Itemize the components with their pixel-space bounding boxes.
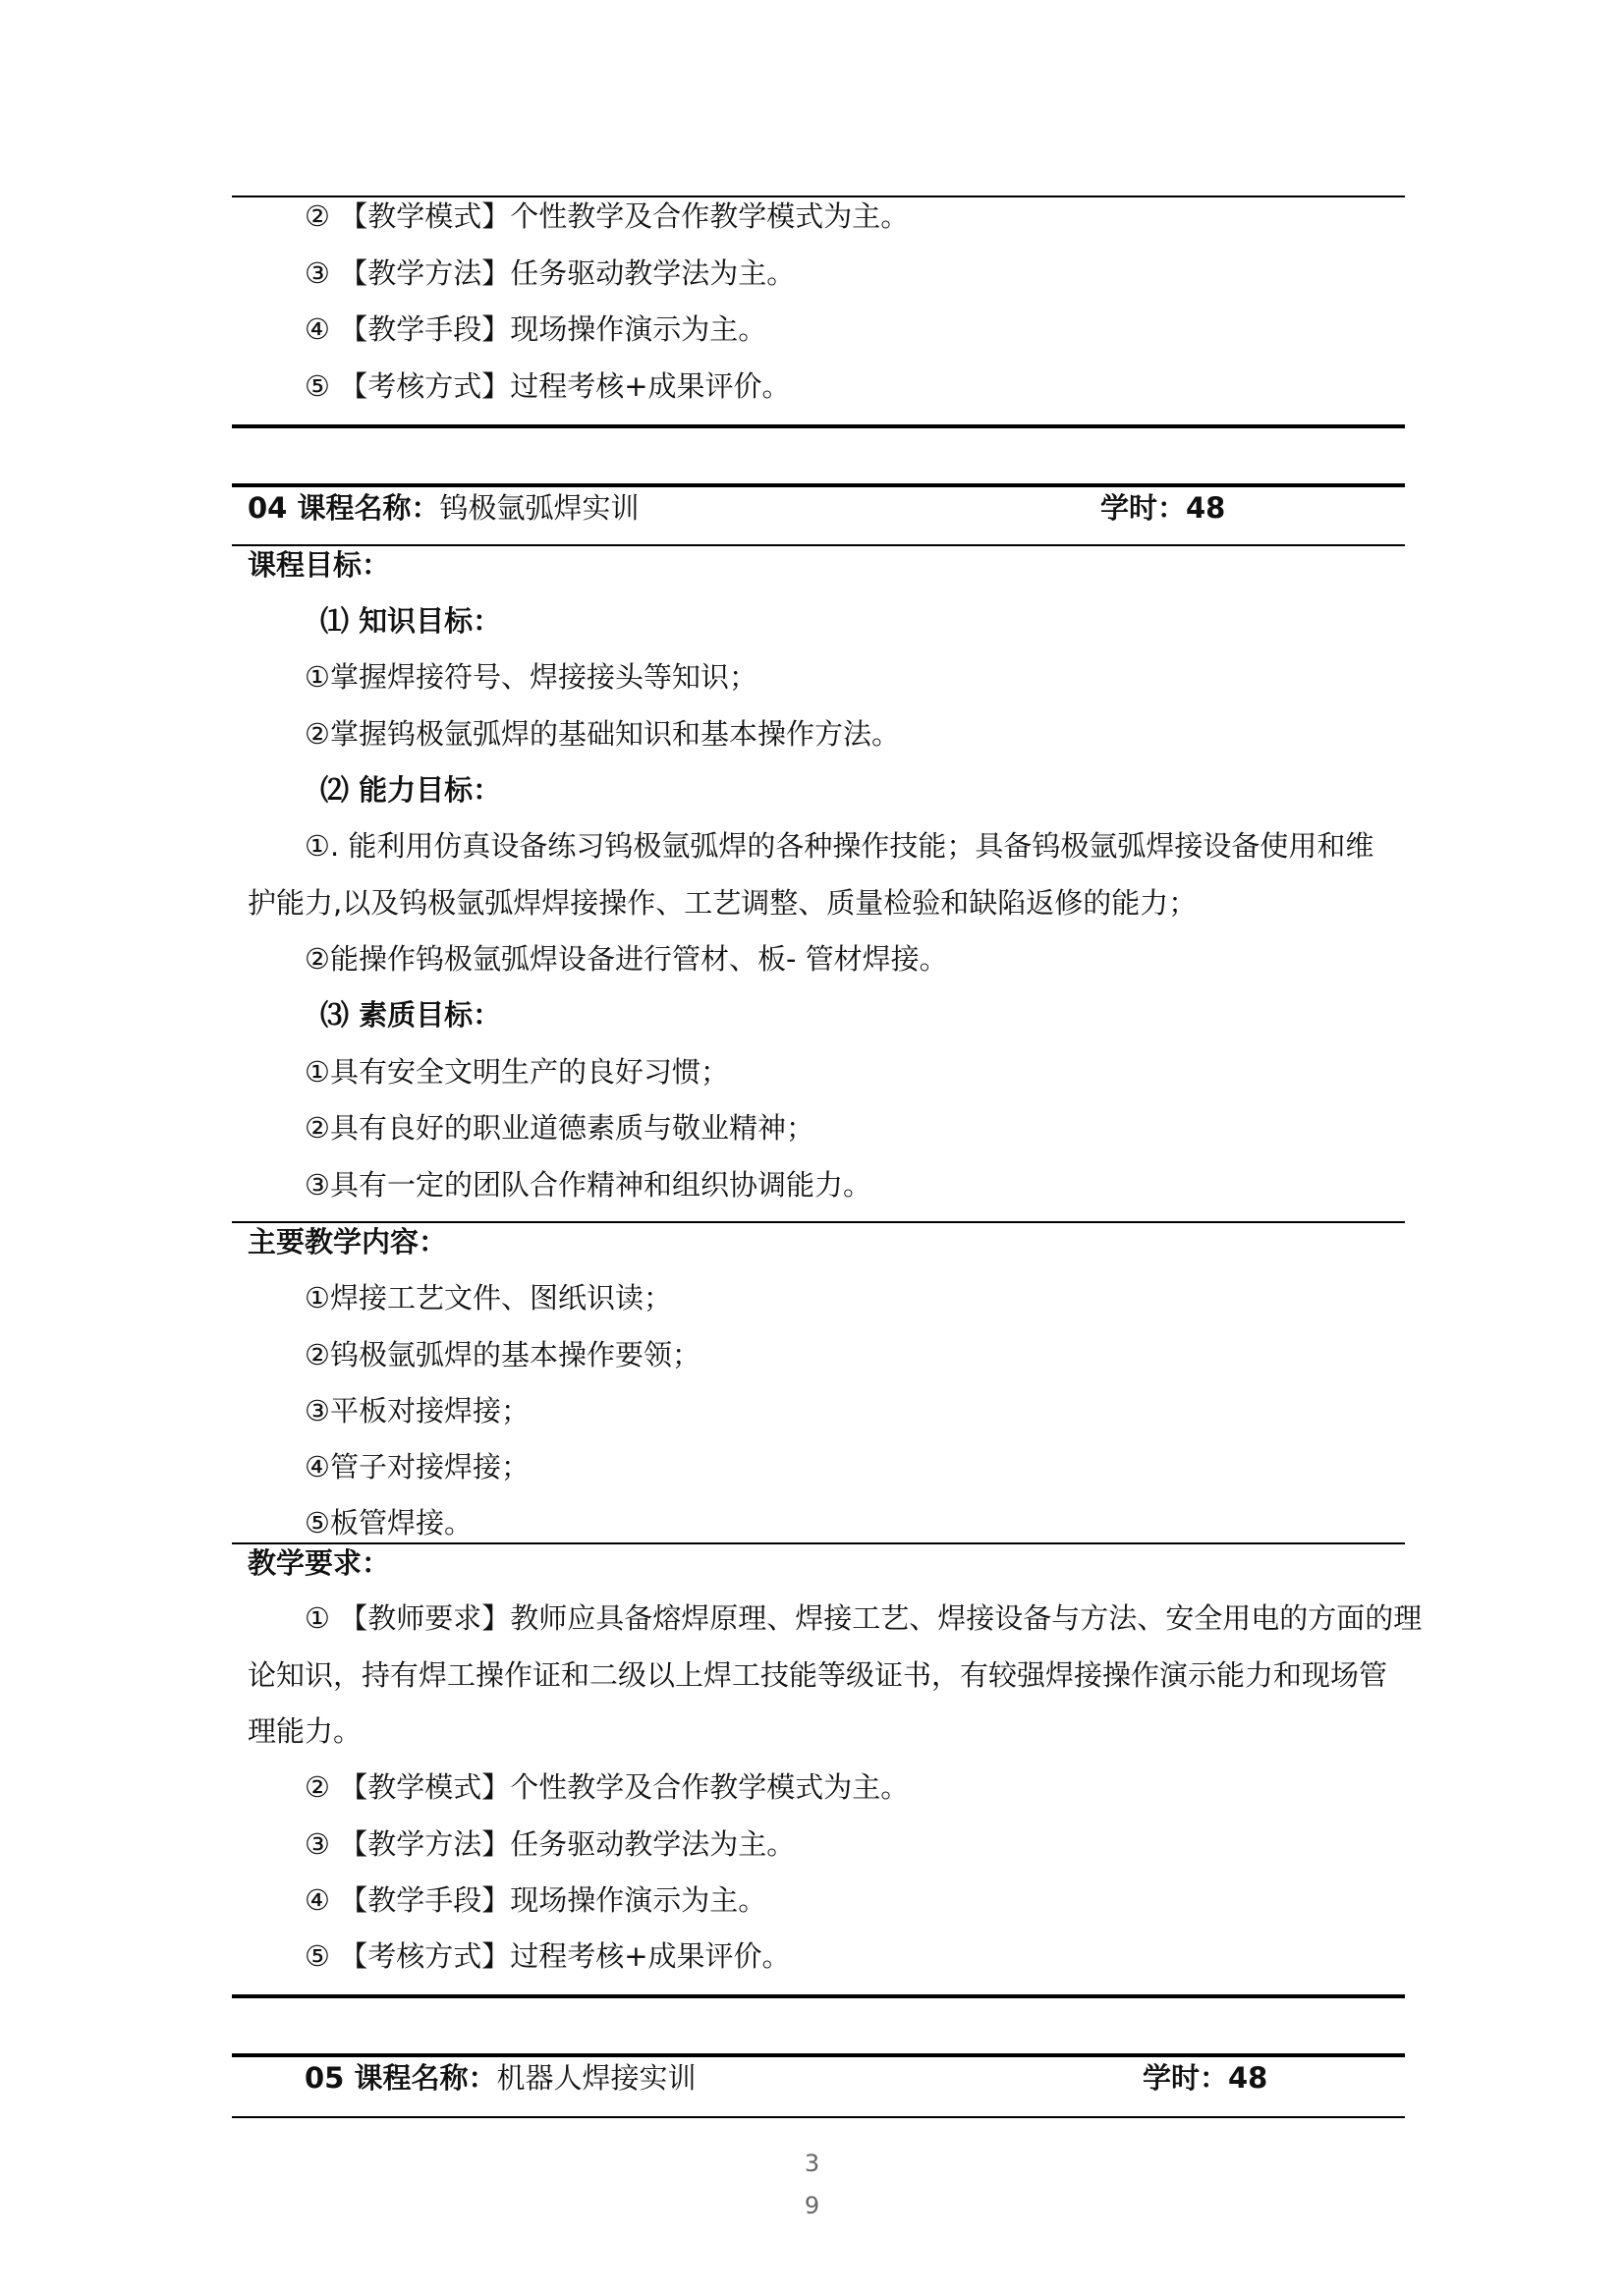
ability-heading: ⑵ 能力目标： <box>320 773 502 807</box>
course-code-label: 05 课程名称： <box>305 2061 497 2095</box>
quality-heading: ⑶ 素质目标： <box>320 998 502 1032</box>
requirements-rule <box>232 1542 1405 1544</box>
list-item: ①焊接工艺文件、图纸识读； <box>305 1281 672 1315</box>
course-header-04 <box>248 488 639 528</box>
page-number-line2: 9 <box>804 2192 820 2219</box>
list-item: ④管子对接焊接； <box>305 1450 530 1484</box>
list-item: ③ 【教学方法】任务驱动教学法为主。 <box>305 1827 796 1861</box>
list-item: ①掌握焊接符号、焊接接头等知识； <box>305 660 757 694</box>
list-item: ②掌握钨极氩弧焊的基础知识和基本操作方法。 <box>305 717 900 751</box>
list-item: ⑤ 【考核方式】过程考核+成果评价。 <box>305 1939 791 1973</box>
goals-heading: 课程目标： <box>248 548 391 582</box>
requirements-paragraph-cont: 理能力。 <box>248 1714 363 1748</box>
content-heading: 主要教学内容： <box>248 1225 448 1259</box>
list-item: ③具有一定的团队合作精神和组织协调能力。 <box>305 1168 871 1202</box>
list-item: ⑤ 【考核方式】过程考核+成果评价。 <box>305 369 791 403</box>
knowledge-heading: ⑴ 知识目标： <box>320 604 502 638</box>
list-item: ② 【教学模式】个性教学及合作教学模式为主。 <box>305 199 910 233</box>
list-item: ④ 【教学手段】现场操作演示为主。 <box>305 1883 767 1917</box>
course-name: 钨极氩弧焊实训 <box>439 491 640 525</box>
requirements-paragraph-cont: 论知识，持有焊工操作证和二级以上焊工技能等级证书，有较强焊接操作演示能力和现场管 <box>248 1658 1388 1692</box>
course-hours: 学时：48 <box>1100 491 1226 525</box>
course-header-bottom-rule <box>232 544 1405 546</box>
list-item: ④ 【教学手段】现场操作演示为主。 <box>305 312 767 346</box>
list-item: ②具有良好的职业道德素质与敬业精神； <box>305 1111 814 1145</box>
requirements-heading: 教学要求： <box>248 1546 391 1580</box>
list-item: ①具有安全文明生产的良好习惯； <box>305 1055 729 1089</box>
list-item: ③ 【教学方法】任务驱动教学法为主。 <box>305 256 796 290</box>
course-header-top-rule <box>232 483 1405 487</box>
list-item: ③平板对接焊接； <box>305 1394 530 1428</box>
requirements-paragraph: ① 【教师要求】教师应具备熔焊原理、焊接工艺、焊接设备与方法、安全用电的方面的理 <box>305 1601 1423 1635</box>
list-item: ②钨极氩弧焊的基本操作要领； <box>305 1338 700 1372</box>
course-header-top-rule <box>232 2053 1405 2057</box>
list-item: ②能操作钨极氩弧焊设备进行管材、板- 管材焊接。 <box>305 942 948 976</box>
course-code-label: 04 课程名称： <box>248 491 440 525</box>
course-hours: 学时：48 <box>1143 2061 1268 2095</box>
course-header-05 <box>305 2058 696 2098</box>
course-name: 机器人焊接实训 <box>496 2061 697 2095</box>
ability-paragraph: ①. 能利用仿真设备练习钨极氩弧焊的各种操作技能；具备钨极氩弧焊接设备使用和维 <box>305 829 1374 863</box>
course-header-bottom-rule <box>232 2116 1405 2118</box>
section-end-rule <box>232 424 1405 428</box>
ability-paragraph-cont: 护能力,以及钨极氩弧焊焊接操作、工艺调整、质量检验和缺陷返修的能力； <box>248 886 1198 920</box>
page-number-line1: 3 <box>804 2150 820 2177</box>
section-end-rule <box>232 1994 1405 1998</box>
list-item: ② 【教学模式】个性教学及合作教学模式为主。 <box>305 1770 910 1804</box>
list-item: ⑤板管焊接。 <box>305 1506 473 1540</box>
